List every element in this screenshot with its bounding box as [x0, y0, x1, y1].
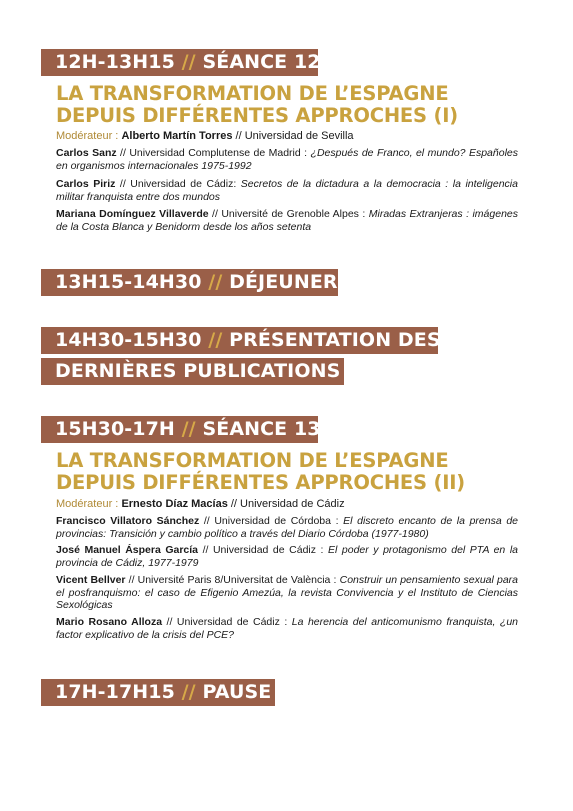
speaker-affiliation: // Université Paris 8/Universitat de València : — [125, 574, 340, 586]
moderator-name: Alberto Martín Torres — [121, 130, 233, 142]
talk-title: ¿Después de Franco, el mundo? Españoles en organismos internacionales 1975-1992 — [56, 147, 518, 172]
pause-time: 17H-17H15 — [55, 681, 175, 703]
session-13-time: 15H30-17H — [55, 418, 175, 440]
speaker-name: Mario Rosano Alloza — [56, 616, 163, 628]
session-13-title: LA TRANSFORMATION DE L’ESPAGNE DEPUIS DIFFÉRENTES APPROCHES (II) — [56, 449, 466, 494]
separator: // — [208, 271, 223, 293]
speaker-affiliation: // Universidad de Córdoba : — [199, 515, 344, 527]
list-item — [56, 544, 518, 569]
presentation-header — [41, 327, 441, 354]
talk-title: Miradas Extranjeras : imágenes de la Costa Blanca y Benidorm desde los años setenta — [56, 208, 518, 233]
moderator-label: Modérateur : — [56, 498, 119, 510]
talk-title: El discreto encanto de la prensa de provincias: Transición y cambio político a través del Diario Córdoba (1977-1980) — [56, 515, 518, 540]
presentation-header-line-2 — [41, 358, 344, 385]
separator: // — [181, 681, 196, 703]
list-item — [56, 616, 518, 641]
separator: // — [208, 329, 223, 351]
speaker-name: Francisco Villatoro Sánchez — [56, 515, 200, 527]
session-12-title: LA TRANSFORMATION DE L’ESPAGNE DEPUIS DIFFÉRENTES APPROCHES (I) — [56, 82, 458, 127]
speaker-name: Mariana Domínguez Villaverde — [56, 208, 209, 220]
moderator-affiliation: // Universidad de Cádiz — [230, 498, 345, 510]
list-item — [56, 147, 518, 172]
session-12-moderator — [56, 130, 526, 143]
speaker-affiliation: // Universidad Complutense de Madrid : — [116, 147, 311, 159]
talk-title: El poder y protagonismo del PTA en la provincia de Cádiz, 1977-1979 — [56, 544, 518, 569]
session-13-header — [41, 416, 321, 443]
presentation-time: 14H30-15H30 — [55, 329, 202, 351]
talk-title: La herencia del anticomunismo franquista, ¿un factor explicativo de la crisis del PCE? — [56, 616, 518, 641]
moderator-label: Modérateur : — [56, 130, 119, 142]
presentation-label-2: DERNIÈRES PUBLICATIONS — [55, 360, 341, 382]
separator: // — [181, 418, 196, 440]
session-13-label: SÉANCE 13 — [202, 418, 321, 440]
list-item — [56, 178, 518, 203]
lunch-label: DÉJEUNER — [229, 271, 338, 293]
speaker-name: Vicent Bellver — [56, 574, 126, 586]
speaker-affiliation: // Université de Grenoble Alpes : — [208, 208, 369, 220]
list-item — [56, 208, 518, 233]
moderator-name: Ernesto Díaz Macías — [121, 498, 228, 510]
session-13-moderator — [56, 498, 526, 511]
speaker-affiliation: // Universidad de Cádiz : — [198, 544, 329, 556]
pause-label: PAUSE — [202, 681, 272, 703]
list-item — [56, 574, 518, 612]
speaker-name: Carlos Piriz — [56, 178, 116, 190]
presentation-label: PRÉSENTATION DES — [229, 329, 441, 351]
speaker-name: José Manuel Áspera García — [56, 544, 199, 556]
speaker-affiliation: // Universidad de Cádiz: — [115, 178, 241, 190]
talk-title: Secretos de la dictadura a la democracia : la inteligencia militar franquista entre dos mundos — [56, 178, 518, 203]
speaker-name: Carlos Sanz — [56, 147, 117, 159]
separator: // — [181, 51, 196, 73]
session-12-header — [41, 49, 321, 76]
session-12-label: SÉANCE 12 — [202, 51, 321, 73]
list-item — [56, 515, 518, 540]
lunch-time: 13H15-14H30 — [55, 271, 202, 293]
moderator-affiliation: // Universidad de Sevilla — [235, 130, 354, 142]
pause-header — [41, 679, 275, 706]
session-12-time: 12H-13H15 — [55, 51, 175, 73]
speaker-affiliation: // Universidad de Cádiz : — [162, 616, 292, 628]
talk-title: Construir un pensamiento sexual para el posfranquismo: el caso de Efigenio Amezúa, la revista Convivencia y el Instituto de Ciencias Sexológicas — [56, 574, 519, 612]
lunch-header — [41, 269, 338, 296]
